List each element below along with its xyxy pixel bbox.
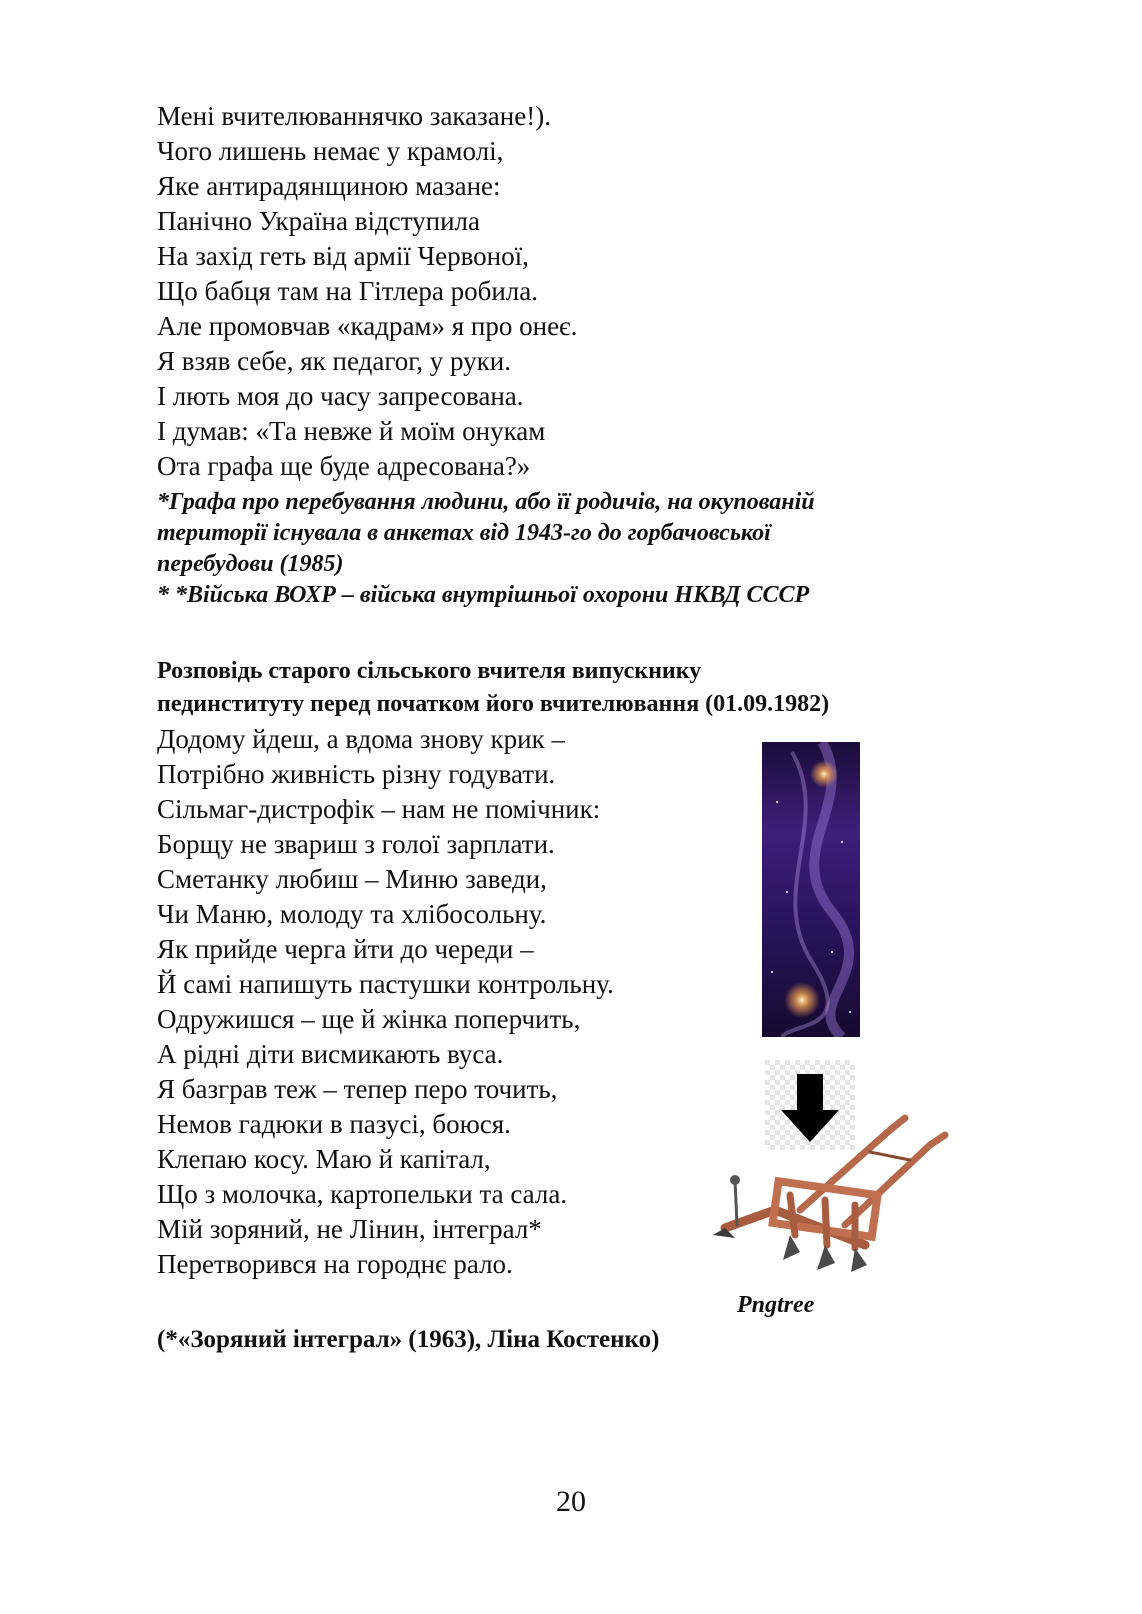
- poem-line: А рідні діти висмикають вуса.: [157, 1039, 504, 1069]
- poem-line: Що з молочка, картопельки та сала.: [157, 1179, 568, 1209]
- poem-line: Мій зоряний, не Лінин, інтеграл*: [157, 1214, 542, 1244]
- poem-line: Борщу не звариш з голої зарплати.: [157, 829, 555, 859]
- poem-line: Сільмаг-дистрофік – нам не помічник:: [157, 794, 601, 824]
- poem-line: Додому йдеш, а вдома знову крик –: [157, 724, 565, 754]
- poem-line: Я базграв теж – тепер перо точить,: [157, 1074, 558, 1104]
- poem-line: На захід геть від армії Червоної,: [157, 241, 529, 271]
- space-illustration: [762, 742, 860, 1037]
- footnote-line: *Графа про перебування людини, або її родичів, на окупованій: [157, 489, 815, 515]
- page-number: 20: [556, 1485, 586, 1518]
- poem-line: Ота графа ще буде адресована?»: [157, 451, 531, 481]
- poem-line: Чого лишень немає у крамолі,: [157, 136, 504, 166]
- plough-illustration: [705, 1060, 959, 1276]
- poem-line: Я взяв себе, як педагог, у руки.: [157, 346, 511, 376]
- footnote-line: * *Війська ВОХР – війська внутрішньої охорони НКВД СССР: [157, 582, 810, 608]
- poem-line: Мені вчителюваннячко заказане!).: [157, 101, 551, 131]
- poem-title-line: пединституту перед початком його вчителювання (01.09.1982): [157, 691, 830, 717]
- poem-line: Потрібно живність різну годувати.: [157, 759, 556, 789]
- poem-line: Що бабця там на Гітлера робила.: [157, 276, 539, 306]
- footnote-line: території існувала в анкетах від 1943-го до горбачовської: [157, 520, 771, 546]
- poem-line: Перетворився на городнє рало.: [157, 1249, 513, 1279]
- poem-line: І лють моя до часу запресована.: [157, 381, 524, 411]
- poem-line: Сметанку любиш – Миню заведи,: [157, 864, 547, 894]
- footnote-line: перебудови (1985): [157, 551, 344, 577]
- poem-line: Яке антирадянщиною мазане:: [157, 171, 501, 201]
- poem-line: І думав: «Та невже й моїм онукам: [157, 416, 546, 446]
- poem-line: Й самі напишуть пастушки контрольну.: [157, 969, 614, 999]
- poem-title-line: Розповідь старого сільського вчителя випускнику: [157, 658, 702, 684]
- poem-line: Але промовчав «кадрам» я про онеє.: [157, 311, 578, 341]
- poem-line: Панічно Україна відступила: [157, 206, 481, 236]
- image-credit: Pngtree: [737, 1292, 815, 1318]
- poem-line: Одружишся – ще й жінка поперчить,: [157, 1004, 581, 1034]
- poem-line: Немов гадюки в пазусі, боюся.: [157, 1109, 511, 1139]
- poem-line: Як прийде черга йти до череди –: [157, 934, 534, 964]
- poem-line: Клепаю косу. Маю й капітал,: [157, 1144, 491, 1174]
- source-note: (*«Зоряний інтеграл» (1963), Ліна Костенко): [157, 1326, 660, 1353]
- poem-line: Чи Маню, молоду та хлібосольну.: [157, 899, 547, 929]
